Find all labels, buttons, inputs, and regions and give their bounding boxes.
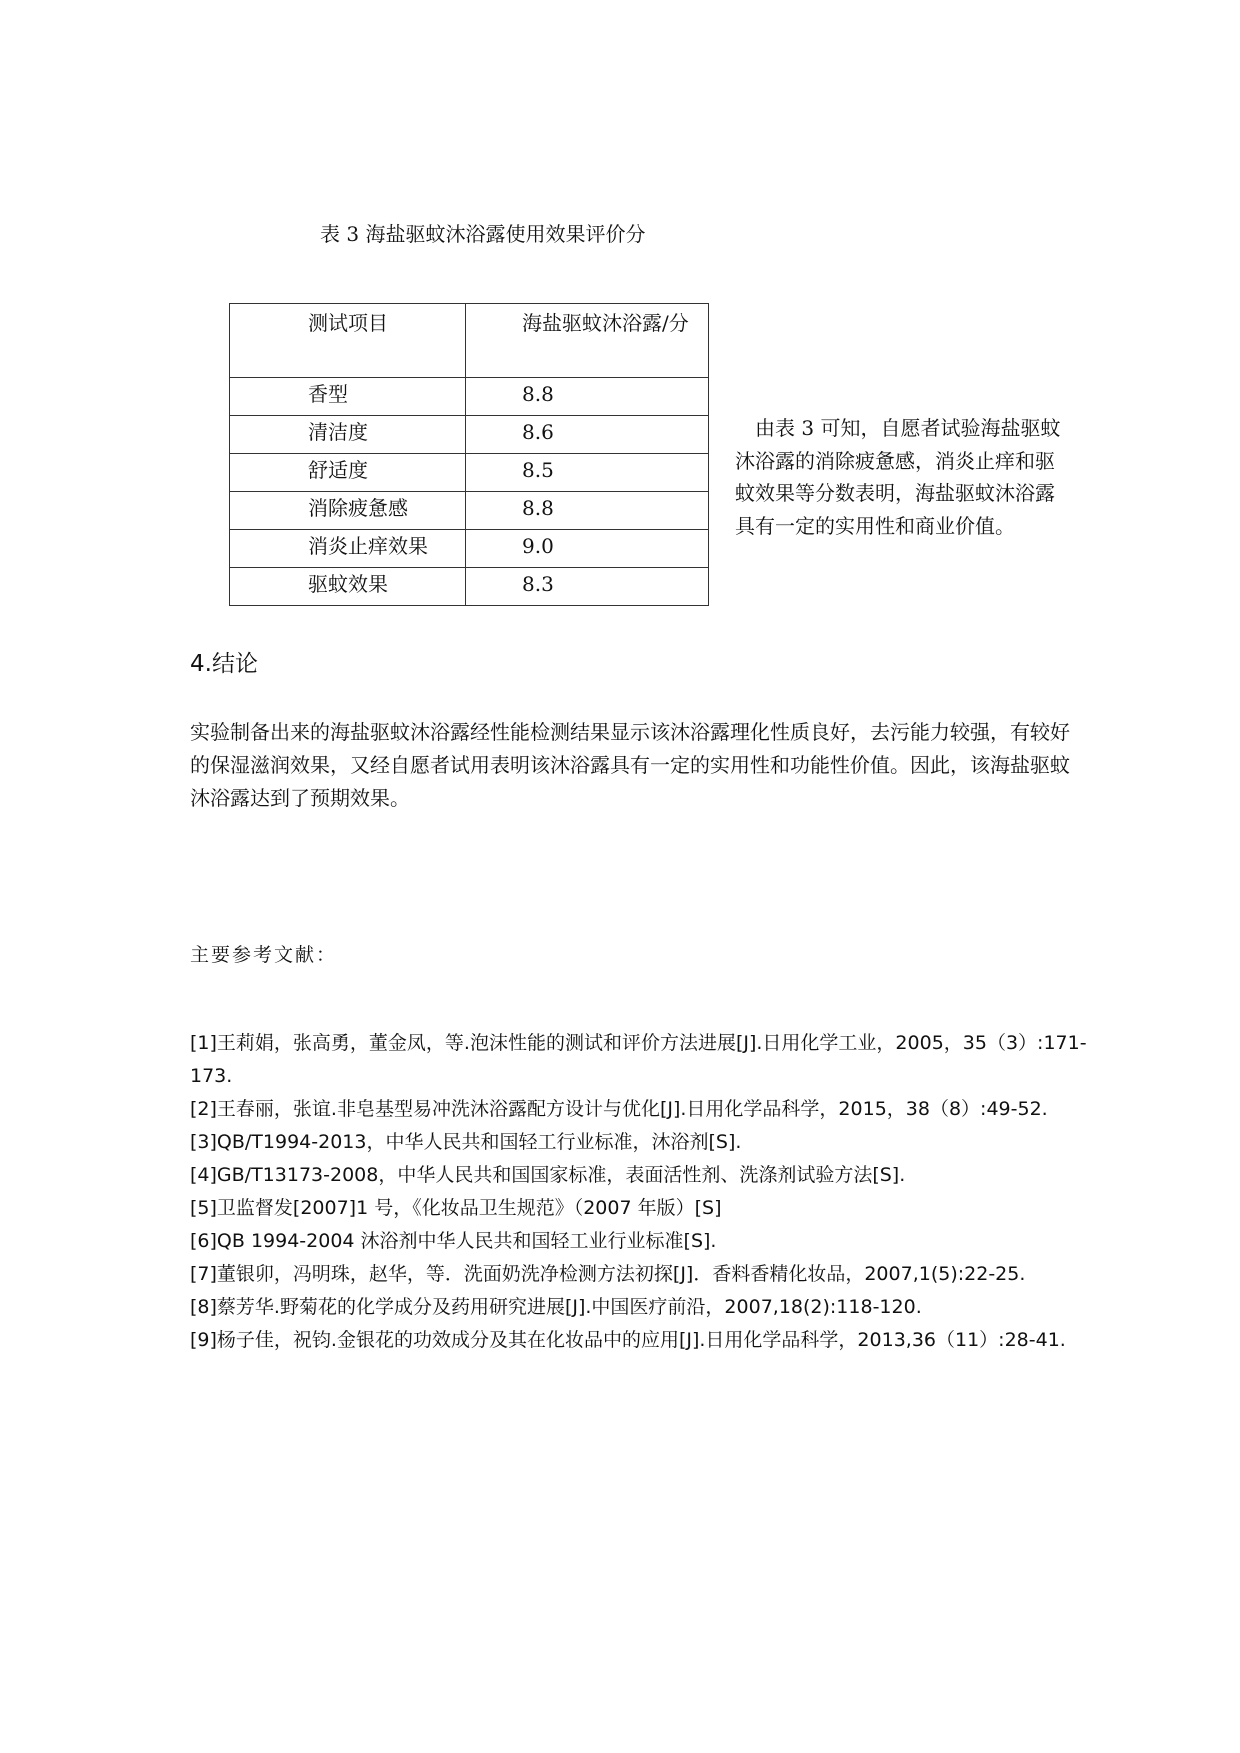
table-caption: 表 3 海盐驱蚊沐浴露使用效果评价分 bbox=[320, 222, 646, 246]
table-analysis-text: 由表 3 可知，自愿者试验海盐驱蚊沐浴露的消除疲惫感，消炎止痒和驱蚊效果等分数表明，海盐驱蚊沐浴露具有一定的实用性和商业价值。 bbox=[735, 416, 1061, 538]
reference-item: [4]GB/T13173-2008，中华人民共和国国家标准，表面活性剂、洗涤剂试验方法[S]. bbox=[190, 1164, 906, 1186]
reference-item: [3]QB/T1994-2013，中华人民共和国轻工行业标准，沐浴剂[S]. bbox=[190, 1131, 742, 1153]
section-heading: 4.结论 bbox=[190, 651, 258, 677]
evaluation-table bbox=[229, 303, 709, 606]
reference-item: [6]QB 1994-2004 沐浴剂中华人民共和国轻工业行业标准[S]. bbox=[190, 1230, 717, 1252]
table-row bbox=[230, 416, 709, 454]
item-cell: 舒适度 bbox=[230, 454, 466, 492]
table-row bbox=[230, 492, 709, 530]
header-cell: 测试项目 bbox=[230, 304, 466, 378]
header-cell: 海盐驱蚊沐浴露/分 bbox=[466, 304, 709, 378]
reference-item: [9]杨子佳，祝钧.金银花的功效成分及其在化妆品中的应用[J].日用化学品科学，2013,36（11）:28-41. bbox=[190, 1329, 1066, 1351]
item-cell: 消除疲惫感 bbox=[230, 492, 466, 530]
item-cell: 消炎止痒效果 bbox=[230, 530, 466, 568]
score-cell: 8.5 bbox=[466, 454, 709, 492]
reference-item: [7]董银卯，冯明珠，赵华，等．洗面奶洗净检测方法初探[J]．香料香精化妆品，2007,1(5):22-25. bbox=[190, 1263, 1026, 1285]
reference-item: [2]王春丽，张谊.非皂基型易冲洗沐浴露配方设计与优化[J].日用化学品科学，2015，38（8）:49-52. bbox=[190, 1098, 1048, 1120]
table-row bbox=[230, 530, 709, 568]
reference-item: [5]卫监督发[2007]1 号，《化妆品卫生规范》（2007 年版）[S] bbox=[190, 1197, 722, 1219]
table-row bbox=[230, 454, 709, 492]
item-cell: 香型 bbox=[230, 378, 466, 416]
score-cell: 8.3 bbox=[466, 568, 709, 606]
table-header-row bbox=[230, 304, 709, 378]
item-cell: 驱蚊效果 bbox=[230, 568, 466, 606]
score-cell: 8.8 bbox=[466, 378, 709, 416]
references-heading: 主要参考文献： bbox=[190, 944, 338, 966]
score-cell: 8.8 bbox=[466, 492, 709, 530]
score-cell: 8.6 bbox=[466, 416, 709, 454]
conclusion-paragraph: 实验制备出来的海盐驱蚊沐浴露经性能检测结果显示该沐浴露理化性质良好，去污能力较强，有较好的保湿滋润效果，又经自愿者试用表明该沐浴露具有一定的实用性和功能性价值。因此，该海盐驱蚊沐浴露达到了预期效果。 bbox=[190, 720, 1070, 810]
table-row bbox=[230, 378, 709, 416]
references-list bbox=[190, 1027, 1090, 1357]
score-cell: 9.0 bbox=[466, 530, 709, 568]
reference-item: [1]王莉娟，张高勇，董金凤，等.泡沫性能的测试和评价方法进展[J].日用化学工业，2005，35（3）:171-173. bbox=[190, 1032, 1087, 1087]
table-row bbox=[230, 568, 709, 606]
reference-item: [8]蔡芳华.野菊花的化学成分及药用研究进展[J].中国医疗前沿，2007,18(2):118-120. bbox=[190, 1296, 922, 1318]
item-cell: 清洁度 bbox=[230, 416, 466, 454]
